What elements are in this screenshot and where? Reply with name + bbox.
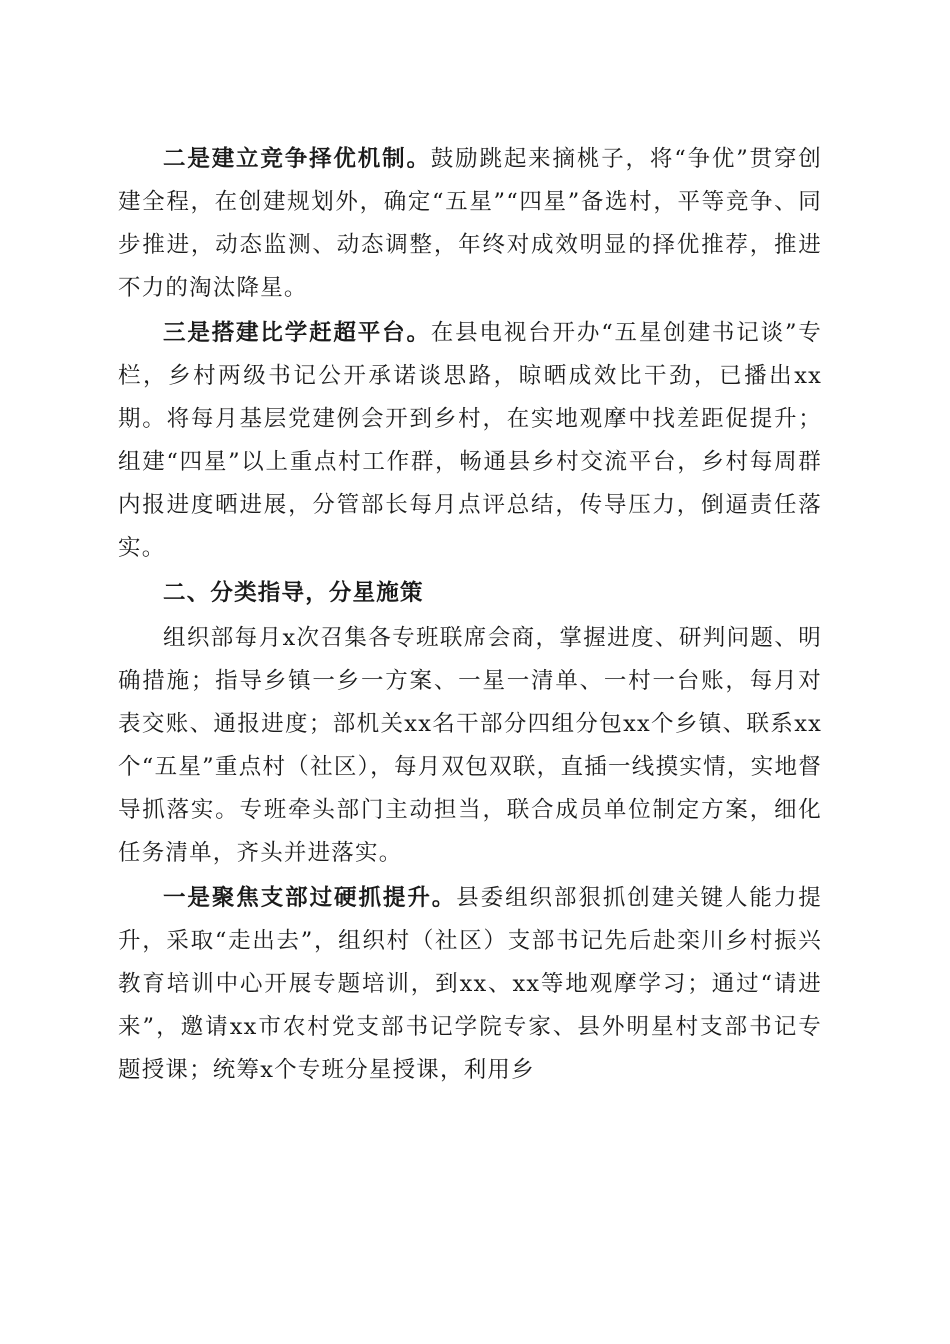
paragraph-body: 县委组织部狠抓创建关键人能力提升，采取“走出去”，组织村（社区）支部书记先后赴栾川乡村振兴教育培训中心开展专题培训，到xx、xx等地观摩学习；通过“请进来”，邀请xx市农村党支部书记学院专家、县外明星村支部书记专题授课；统筹x个专班分星授课，利用乡 <box>118 885 822 1083</box>
paragraph-comparison-platform <box>118 312 822 570</box>
paragraph-lead: 二是建立竞争择优机制。 <box>163 146 431 172</box>
paragraph-competition-mechanism <box>118 138 822 310</box>
paragraph-lead: 三是搭建比学赶超平台。 <box>163 320 431 346</box>
section-heading: 二、分类指导，分星施策 <box>163 580 424 606</box>
paragraph-body: 鼓励跳起来摘桃子，将“争优”贯穿创建全程，在创建规划外，确定“五星”“四星”备选村，平等竞争、同步推进，动态监测、动态调整，年终对成效明显的择优推荐，推进不力的淘汰降星。 <box>118 146 823 301</box>
paragraph-body: 在县电视台开办“五星创建书记谈”专栏，乡村两级书记公开承诺谈思路，晾晒成效比干劲，已播出xx期。将每月基层党建例会开到乡村，在实地观摩中找差距促提升；组建“四星”以上重点村工作群，畅通县乡村交流平台，乡村每周群内报进度晒进展，分管部长每月点评总结，传导压力，倒逼责任落实。 <box>118 320 823 561</box>
paragraph-branch-improvement <box>118 877 822 1092</box>
section-intro-paragraph: 组织部每月x次召集各专班联席会商，掌握进度、研判问题、明确措施；指导乡镇一乡一方案、一星一清单、一村一台账，每月对表交账、通报进度；部机关xx名干部分四组分包xx个乡镇、联系xx个“五星”重点村（社区），每月双包双联，直插一线摸实情，实地督导抓落实。专班牵头部门主动担当，联合成员单位制定方案，细化任务清单，齐头并进落实。 <box>118 625 822 866</box>
paragraph-lead: 一是聚焦支部过硬抓提升。 <box>163 885 457 911</box>
